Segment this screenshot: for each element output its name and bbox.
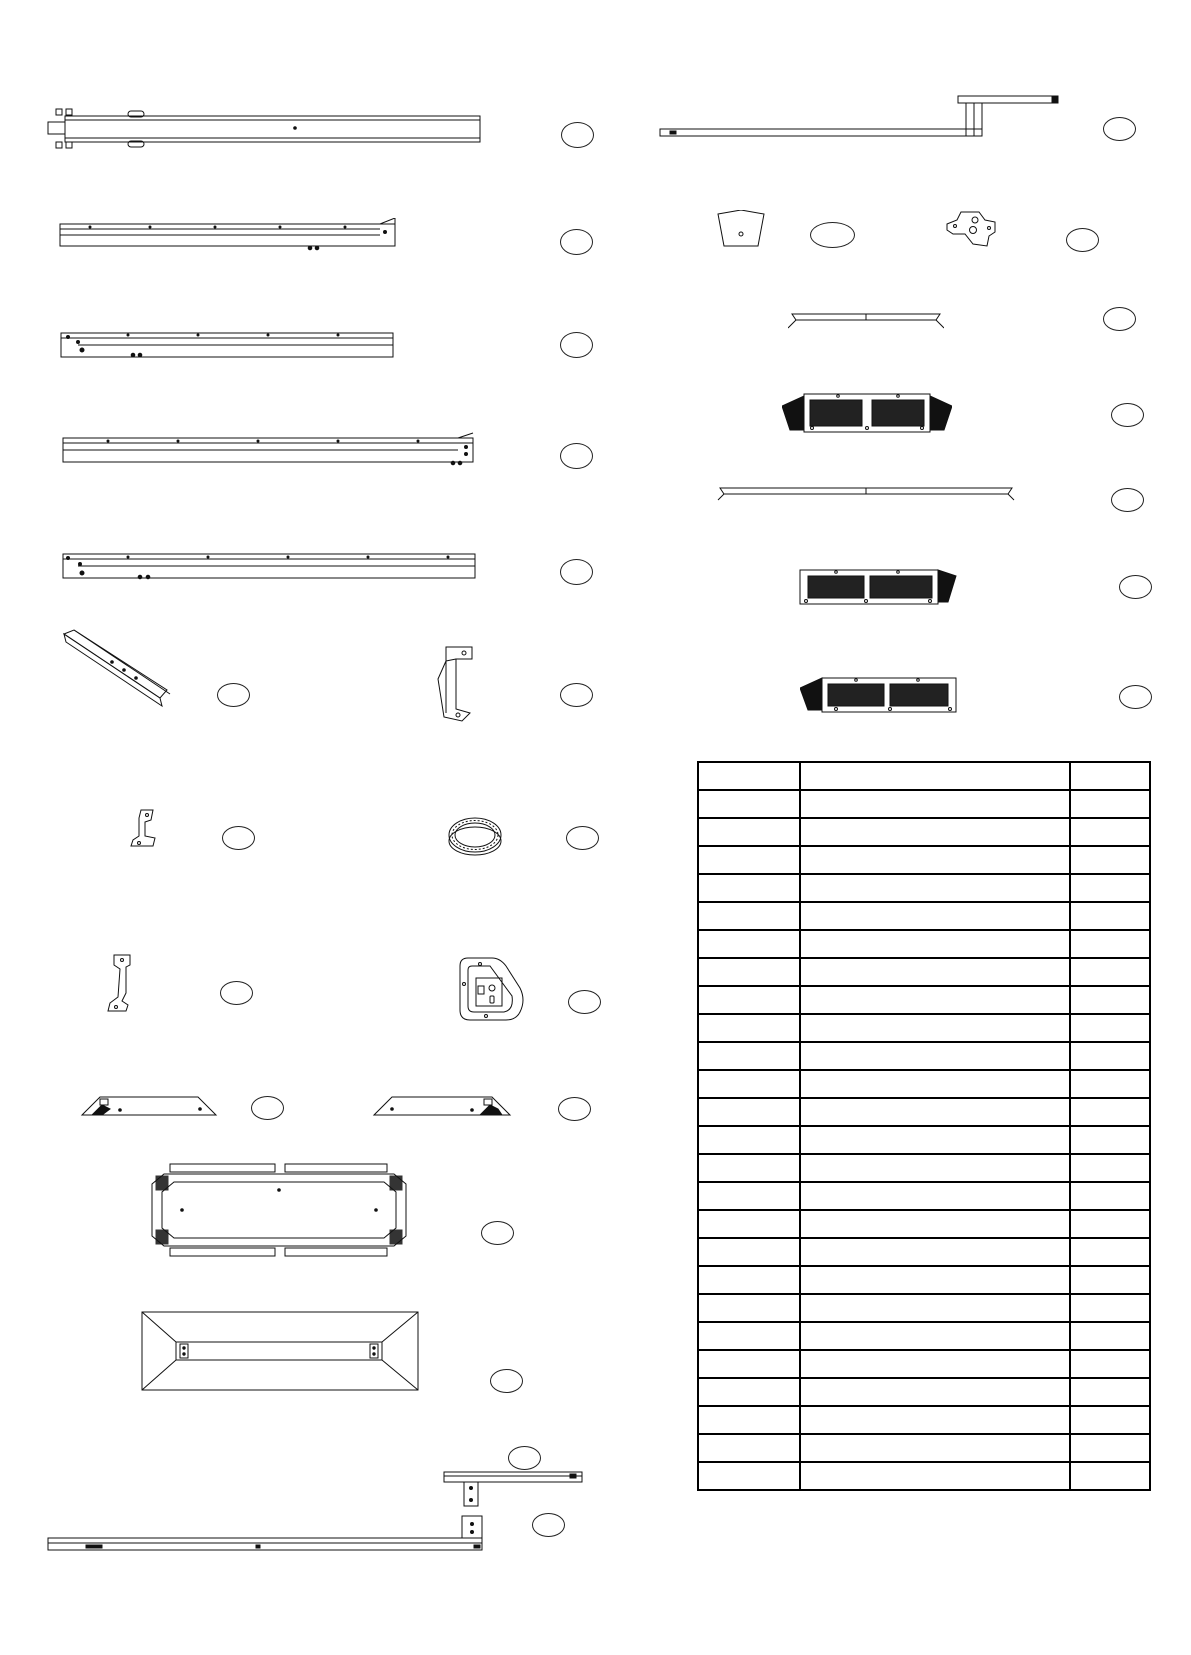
table-cell [1070,874,1150,902]
table-cell [800,1210,1070,1238]
table-cell [1070,1294,1150,1322]
table-header-cell [800,762,1070,790]
part-tag-23 [1111,488,1144,512]
table-row [698,986,1150,1014]
table-row [698,1322,1150,1350]
table-cell [1070,1042,1150,1070]
table-cell [800,1042,1070,1070]
part-tag-16 [508,1446,541,1470]
curved-strap [104,953,138,1013]
table-cell [800,930,1070,958]
table-row [698,846,1150,874]
table-cell [1070,930,1150,958]
pipe-collar-ring [447,815,503,859]
table-cell [698,1266,800,1294]
table-cell [1070,986,1150,1014]
part-tag-1 [561,122,594,148]
table-row [698,1238,1150,1266]
table-row [698,1350,1150,1378]
table-row [698,1406,1150,1434]
parts-list-body [698,762,1150,1490]
table-cell [698,1238,800,1266]
part-tag-3 [560,332,593,358]
table-cell [1070,1406,1150,1434]
short-bar-with-plate [442,1470,586,1510]
table-cell [1070,1014,1150,1042]
table-cell [698,958,800,986]
part-tag-2 [560,229,593,255]
table-cell [1070,1434,1150,1462]
table-row [698,1434,1150,1462]
part-tag-22 [1111,403,1144,427]
part-tag-12 [251,1096,284,1120]
table-cell [698,1378,800,1406]
table-cell [1070,1098,1150,1126]
part-tag-14 [481,1221,514,1245]
part-tag-6 [217,683,250,707]
table-cell [800,1098,1070,1126]
part-tag-17 [532,1513,565,1537]
table-cell [800,1406,1070,1434]
table-cell [800,1434,1070,1462]
table-cell [1070,1462,1150,1490]
short-roof-strip [788,312,944,334]
table-cell [800,1070,1070,1098]
table-cell [800,1182,1070,1210]
table-cell [800,1266,1070,1294]
part-tag-24 [1119,575,1152,599]
table-cell [698,1462,800,1490]
part-tag-9 [566,826,599,850]
flue-adapter-plate [456,954,526,1026]
table-row [698,1014,1150,1042]
table-cell [800,1154,1070,1182]
part-tag-19 [810,222,855,248]
table-cell [698,902,800,930]
corner-bracket [432,643,484,723]
table-cell [698,1210,800,1238]
table-cell [698,846,800,874]
trapezoid-plate-left [80,1095,220,1117]
table-row [698,1294,1150,1322]
part-tag-11 [568,990,601,1014]
table-cell [800,818,1070,846]
table-row [698,1042,1150,1070]
side-rail-1 [55,218,405,258]
part-tag-20 [1066,228,1099,252]
part-tag-13 [558,1097,591,1121]
part-tag-4 [560,443,593,469]
table-cell [698,1098,800,1126]
table-cell [698,1182,800,1210]
table-cell [1070,1322,1150,1350]
part-tag-25 [1119,685,1152,709]
pentagon-plate [716,210,766,248]
part-tag-5 [560,559,593,585]
table-cell [1070,1126,1150,1154]
table-cell [1070,1210,1150,1238]
side-rail-3 [58,430,483,470]
long-roof-strip [716,486,1016,506]
table-cell [1070,1350,1150,1378]
part-tag-8 [222,826,255,850]
table-cell [698,930,800,958]
table-cell [800,1378,1070,1406]
table-row [698,790,1150,818]
table-cell [800,846,1070,874]
table-cell [800,1238,1070,1266]
side-rail-2 [58,328,398,362]
table-cell [800,902,1070,930]
table-row [698,958,1150,986]
table-cell [698,1322,800,1350]
table-cell [800,1322,1070,1350]
table-cell [800,874,1070,902]
table-cell [698,1014,800,1042]
table-row [698,1378,1150,1406]
table-cell [1070,1154,1150,1182]
table-cell [698,818,800,846]
part-tag-21 [1103,307,1136,331]
grille-panel-left [800,674,960,716]
table-row [698,1182,1150,1210]
table-cell [1070,818,1150,846]
table-header-cell [1070,762,1150,790]
table-cell [698,1350,800,1378]
hood-panel [140,1310,422,1392]
offset-bar [658,94,1068,140]
table-row [698,930,1150,958]
table-cell [698,1434,800,1462]
table-cell [800,958,1070,986]
table-cell [1070,1266,1150,1294]
table-cell [1070,958,1150,986]
long-bottom-rail [46,1514,486,1554]
grille-panel-right [798,566,958,608]
table-cell [800,1294,1070,1322]
table-cell [1070,1378,1150,1406]
table-cell [800,1462,1070,1490]
side-rail-4 [58,548,483,588]
hinge-bracket [943,210,999,250]
parts-list-table [697,761,1151,1491]
table-cell [698,1406,800,1434]
table-cell [800,1014,1070,1042]
table-cell [1070,1070,1150,1098]
table-row [698,902,1150,930]
table-cell [698,1126,800,1154]
table-row [698,1266,1150,1294]
table-cell [698,1070,800,1098]
table-cell [800,1126,1070,1154]
table-cell [800,1350,1070,1378]
table-row [698,874,1150,902]
table-row [698,1154,1150,1182]
table-row [698,1126,1150,1154]
table-cell [698,874,800,902]
table-cell [1070,902,1150,930]
angled-channel [62,628,174,710]
table-cell [698,1042,800,1070]
table-cell [698,1294,800,1322]
table-cell [1070,1182,1150,1210]
part-tag-7 [560,683,593,707]
table-cell [698,986,800,1014]
table-cell [1070,846,1150,874]
table-row [698,1070,1150,1098]
table-row [698,1462,1150,1490]
table-row [698,1098,1150,1126]
table-row [698,1210,1150,1238]
table-cell [1070,1238,1150,1266]
part-tag-10 [220,981,253,1005]
table-row [698,818,1150,846]
table-header-cell [698,762,800,790]
table-cell [1070,790,1150,818]
table-cell [698,1154,800,1182]
trapezoid-plate-right [372,1095,514,1117]
part-tag-18 [1103,117,1136,141]
table-header-row [698,762,1150,790]
small-clip [125,808,165,852]
frame-panel [148,1162,410,1258]
table-cell [698,790,800,818]
table-cell [800,986,1070,1014]
grille-panel-double [782,390,952,438]
part-tag-15 [490,1369,523,1393]
table-cell [800,790,1070,818]
long-top-rail-with-bracket [40,100,490,150]
